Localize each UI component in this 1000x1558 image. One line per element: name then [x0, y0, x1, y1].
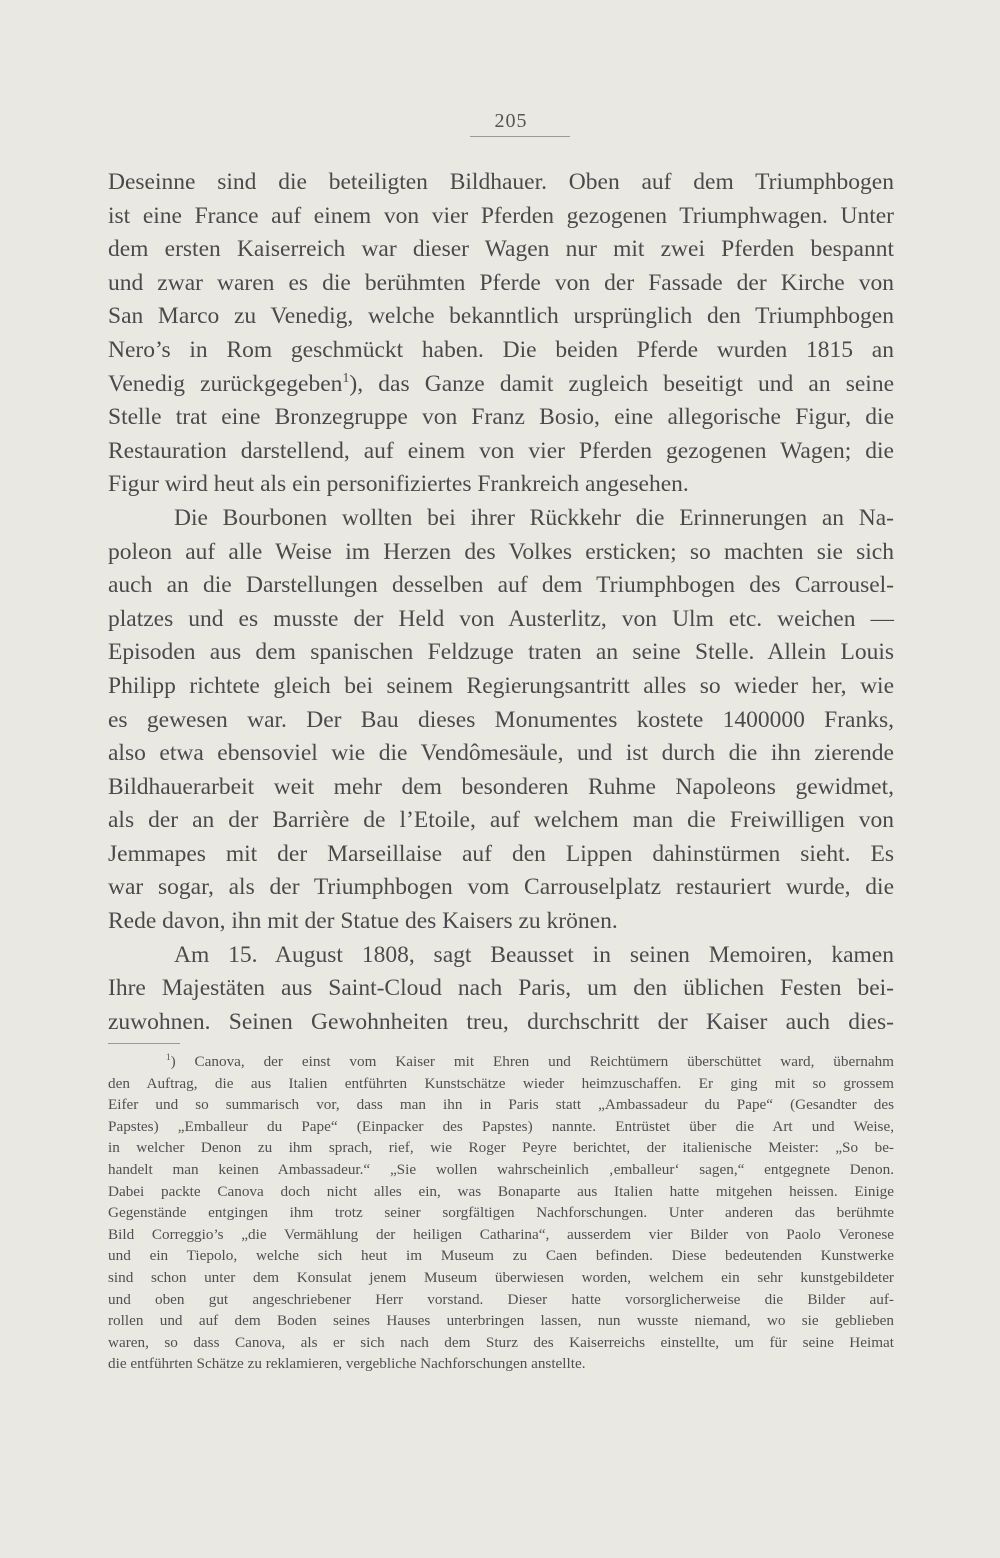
text-line: Am 15. August 1808, sagt Beausset in seinen Memoiren, kamen — [174, 941, 894, 968]
text-line: Bildhauerarbeit weit mehr dem besonderen Ruhme Napoleons gewidmet, — [108, 773, 894, 800]
text-line: also etwa ebensoviel wie die Vendômesäule, und ist durch die ihn zierende — [108, 740, 894, 767]
text-line: poleon auf alle Weise im Herzen des Volkes ersticken; so machten sie sich — [108, 538, 894, 565]
footnote-line: Papstes) „Emballeur du Pape“ (Einpacker des Papstes) nannte. Entrüstet über die Art und Weise, — [108, 1117, 894, 1135]
text-line: platzes und es musste der Held von Austerlitz, von Ulm etc. weichen — — [108, 605, 894, 632]
footnote-line: Gegenstände entgingen ihm trotz seiner sorgfältigen Nachforschungen. Unter anderen das berühmte — [108, 1204, 894, 1222]
text-line: Philipp richtete gleich bei seinem Regierungsantritt alles so wieder her, wie — [108, 672, 894, 699]
footnote-line: rollen und auf dem Boden seines Hauses unterbringen lassen, nun wusste niemand, wo sie geblieben — [108, 1312, 894, 1330]
footnote-line: die entführten Schätze zu reklamieren, vergebliche Nachforschungen anstellte. — [108, 1355, 586, 1373]
main-text — [108, 166, 894, 1039]
text-line: Episoden aus dem spanischen Feldzuge traten an seine Stelle. Allein Louis — [108, 639, 894, 666]
footnote-line: Bild Correggio’s „die Vermählung der heiligen Catharina“, ausserdem vier Bilder von Paolo Veronese — [108, 1225, 894, 1243]
footnote-line: und ein Tiepolo, welche sich heut im Museum zu Caen befinden. Diese bedeutenden Kunstwerke — [108, 1247, 894, 1265]
text-segment: Venedig zurückgegeben — [108, 370, 343, 397]
text-line: Ihre Majestäten aus Saint-Cloud nach Paris, um den üblichen Festen bei- — [108, 975, 894, 1002]
footnotes — [108, 1051, 894, 1375]
footnote-separator — [108, 1043, 180, 1044]
text-line: Jemmapes mit der Marseillaise auf den Lippen dahinstürmen sieht. Es — [108, 840, 894, 867]
footnote-line: Eifer und so summarisch vor, dass man ihn in Paris statt „Ambassadeur du Pape“ (Gesandter des — [108, 1096, 894, 1114]
text-line: Deseinne sind die beteiligten Bildhauer. Oben auf dem Triumphbogen — [108, 169, 894, 195]
header-rule — [470, 136, 570, 137]
footnote-line: und oben gut angeschriebener Herr vorstand. Dieser hatte vorsorglicherweise die Bilder auf- — [108, 1290, 894, 1308]
text-line: San Marco zu Venedig, welche bekanntlich ursprünglich den Triumphbogen — [108, 303, 894, 330]
footnote-reference: 1 — [342, 369, 350, 386]
text-line: auch an die Darstellungen desselben auf dem Triumphbogen des Carrousel- — [108, 572, 894, 599]
footnote-line: handelt man keinen Ambassadeur.“ „Sie wollen wahrscheinlich ‚emballeur‘ sagen,“ entgegnete Denon. — [108, 1160, 894, 1178]
text-line: zuwohnen. Seinen Gewohnheiten treu, durchschritt der Kaiser auch dies- — [108, 1008, 894, 1035]
text-line-with-footnote-ref — [108, 368, 894, 402]
footnote-line: Dabei packte Canova doch nicht alles ein, was Bonaparte aus Italien hatte mitgehen heissen. Einige — [108, 1182, 894, 1200]
footnote-marker: 1 — [166, 1051, 171, 1062]
text-line: war sogar, als der Triumphbogen vom Carrouselplatz restauriert wurde, die — [108, 874, 894, 901]
footnote-line: den Auftrag, die aus Italien entführten Kunstschätze wieder heimzuschaffen. Er ging mit so grossem — [108, 1074, 894, 1092]
text-segment: ) Canova, der einst vom Kaiser mit Ehren und Reichtümern überschüttet ward, übernahm — [170, 1053, 894, 1070]
footnote-line: waren, so dass Canova, als er sich nach dem Sturz des Kaiserreichs einstellte, um für seine Heimat — [108, 1333, 894, 1351]
text-line: Die Bourbonen wollten bei ihrer Rückkehr die Erinnerungen an Na- — [174, 504, 894, 531]
text-segment: ), das Ganze damit zugleich beseitigt und an seine — [349, 370, 894, 397]
text-line: Figur wird heut als ein personifiziertes Frankreich angesehen. — [108, 471, 689, 498]
text-line: ist eine France auf einem von vier Pferden gezogenen Triumphwagen. Unter — [108, 202, 894, 229]
text-line: Rede davon, ihn mit der Statue des Kaisers zu krönen. — [108, 908, 618, 935]
text-line: Stelle trat eine Bronzegruppe von Franz Bosio, eine allegorische Figur, die — [108, 404, 894, 431]
page-number: 205 — [494, 110, 528, 132]
footnote-line: sind schon unter dem Konsulat jenem Museum überwiesen worden, welchem ein sehr kunstgebildeter — [108, 1268, 894, 1286]
text-line: es gewesen war. Der Bau dieses Monumentes kostete 1400000 Franks, — [108, 706, 894, 733]
text-line: dem ersten Kaiserreich war dieser Wagen nur mit zwei Pferden bespannt — [108, 236, 894, 263]
text-line: Nero’s in Rom geschmückt haben. Die beiden Pferde wurden 1815 an — [108, 336, 894, 363]
text-line: Restauration darstellend, auf einem von vier Pferden gezogenen Wagen; die — [108, 437, 894, 464]
text-line: und zwar waren es die berühmten Pferde von der Fassade der Kirche von — [108, 269, 894, 296]
footnote-line: in welcher Denon zu ihm sprach, rief, wie Roger Peyre berichtet, der italienische Meister: „So be- — [108, 1139, 894, 1157]
text-line: als der an der Barrière de l’Etoile, auf welchem man die Freiwilligen von — [108, 807, 894, 834]
footnote-line — [108, 1051, 894, 1073]
